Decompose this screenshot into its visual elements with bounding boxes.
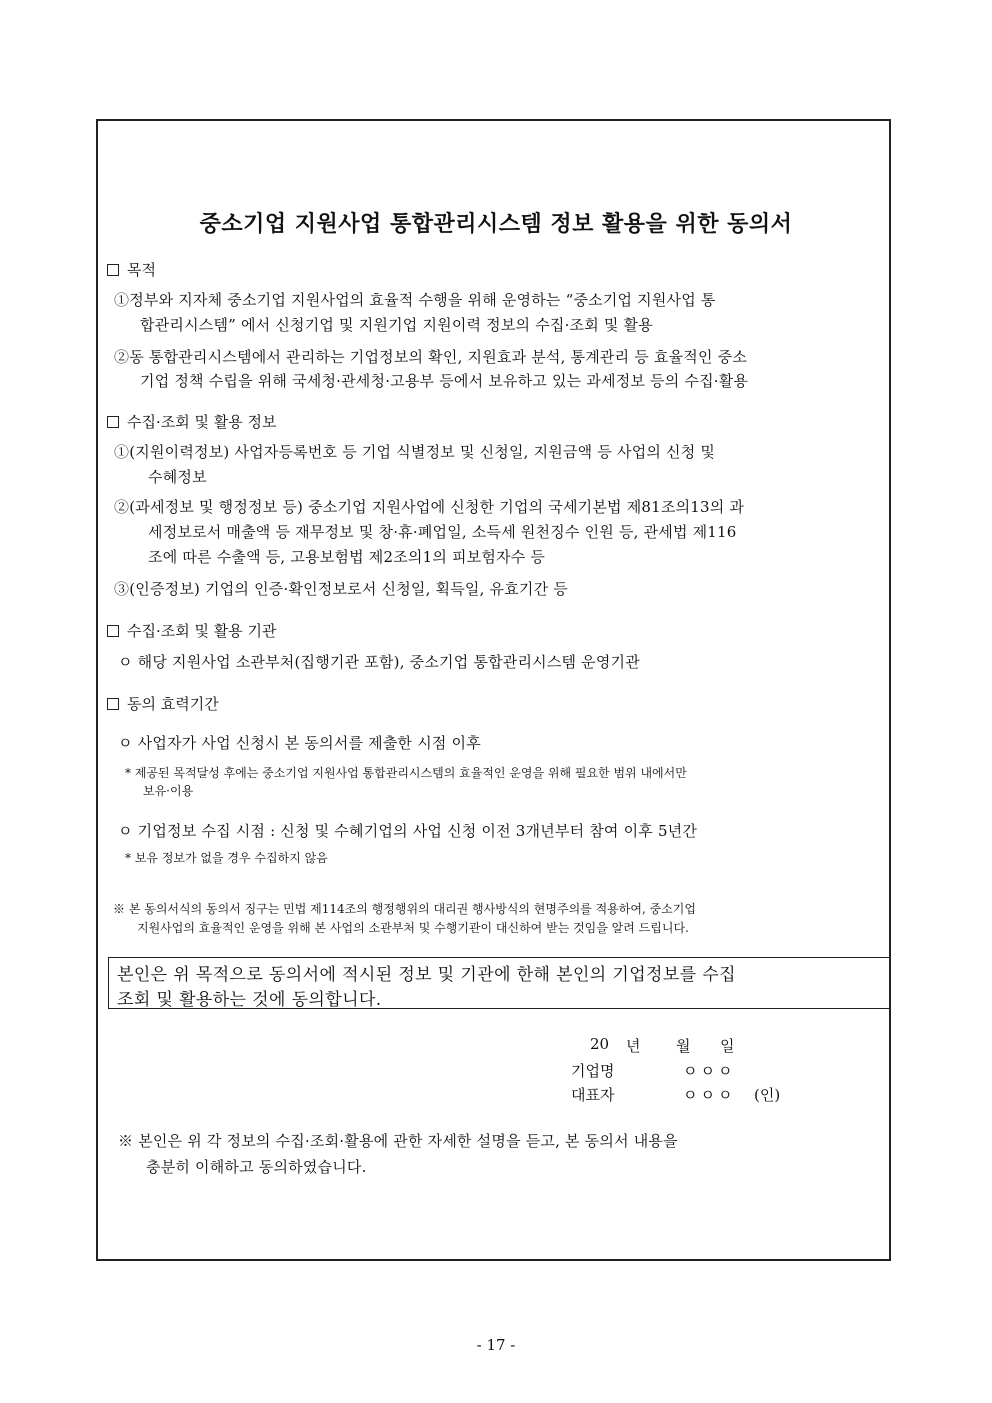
info-item-2-line-3: 조에 따른 수출액 등, 고용보험법 제2조의1의 피보험자수 등 xyxy=(148,548,546,566)
purpose-item-1-line-2: 합관리시스템” 에서 신청기업 및 지원기업 지원이력 정보의 수집·조회 및 활용 xyxy=(140,316,653,334)
section-heading-period xyxy=(107,693,219,714)
final-note-line-1: ※ 본인은 위 각 정보의 수집·조회·활용에 관한 자세한 설명을 듣고, 본 동의서 내용을 xyxy=(118,1132,678,1150)
section-heading-info xyxy=(107,411,276,432)
period-item-2: ㅇ 기업정보 수집 시점 : 신청 및 수혜기업의 사업 신청 이전 3개년부터 참여 이후 5년간 xyxy=(118,822,698,840)
representative-value: ㅇㅇㅇ xyxy=(683,1086,736,1104)
section-heading-label: 동의 효력기간 xyxy=(127,695,219,713)
info-item-1-line-2: 수혜정보 xyxy=(148,468,207,486)
period-item-1: ㅇ 사업자가 사업 신청시 본 동의서를 제출한 시점 이후 xyxy=(118,734,481,752)
checkbox-icon xyxy=(107,698,119,710)
purpose-item-1-line-1: ①정부와 지자체 중소기업 지원사업의 효율적 수행을 위해 운영하는 “중소기업 지원사업 통 xyxy=(114,291,716,309)
date-month-unit: 월 xyxy=(676,1037,691,1055)
section-heading-label: 수집·조회 및 활용 정보 xyxy=(127,413,277,431)
checkbox-icon xyxy=(107,416,119,428)
date-year: 20 xyxy=(590,1035,610,1053)
notice-line-2: 지원사업의 효율적인 운영을 위해 본 사업의 소관부처 및 수행기관이 대신하여 받는 것임을 알려 드립니다. xyxy=(137,921,689,935)
checkbox-icon xyxy=(107,625,119,637)
consent-box xyxy=(108,957,891,1009)
org-item: ㅇ 해당 지원사업 소관부처(집행기관 포함), 중소기업 통합관리시스템 운영기관 xyxy=(118,653,640,671)
period-note-1-line-2: 보유·이용 xyxy=(143,784,194,798)
seal-mark: (인) xyxy=(754,1086,781,1104)
date-day-unit: 일 xyxy=(720,1037,735,1055)
document-title: 중소기업 지원사업 통합관리시스템 정보 활용을 위한 동의서 xyxy=(199,212,793,237)
info-item-2-line-2: 세정보로서 매출액 등 재무정보 및 창·휴·폐업일, 소득세 원천징수 인원 등, 관세법 제116 xyxy=(148,523,737,541)
date-year-unit: 년 xyxy=(626,1037,641,1055)
info-item-3-line-1: ③(인증정보) 기업의 인증·확인정보로서 신청일, 획득일, 유효기간 등 xyxy=(114,580,568,598)
checkbox-icon xyxy=(107,264,119,276)
section-heading-purpose xyxy=(107,259,156,280)
section-heading-label: 수집·조회 및 활용 기관 xyxy=(127,622,277,640)
page-number: - 17 - xyxy=(476,1336,516,1354)
consent-line-2: 조회 및 활용하는 것에 동의합니다. xyxy=(117,990,382,1009)
consent-line-1: 본인은 위 목적으로 동의서에 적시된 정보 및 기관에 한해 본인의 기업정보를 수집 xyxy=(117,965,736,985)
purpose-item-2-line-1: ②동 통합관리시스템에서 관리하는 기업정보의 확인, 지원효과 분석, 통계관리 등 효율적인 중소 xyxy=(114,348,748,366)
period-note-1-line-1: * 제공된 목적달성 후에는 중소기업 지원사업 통합관리시스템의 효율적인 운영을 위해 필요한 범위 내에서만 xyxy=(125,766,687,780)
period-note-2: * 보유 정보가 없을 경우 수집하지 않음 xyxy=(125,851,328,865)
purpose-item-2-line-2: 기업 정책 수립을 위해 국세청·관세청·고용부 등에서 보유하고 있는 과세정보 등의 수집·활용 xyxy=(140,372,749,390)
notice-line-1: ※ 본 동의서식의 동의서 징구는 민법 제114조의 행정행위의 대리권 행사방식의 현명주의를 적용하여, 중소기업 xyxy=(113,902,696,916)
info-item-1-line-1: ①(지원이력정보) 사업자등록번호 등 기업 식별정보 및 신청일, 지원금액 등 사업의 신청 및 xyxy=(114,443,716,461)
representative-label: 대표자 xyxy=(571,1086,615,1104)
final-note-line-2: 충분히 이해하고 동의하였습니다. xyxy=(146,1158,367,1176)
company-label: 기업명 xyxy=(571,1062,615,1080)
info-item-2-line-1: ②(과세정보 및 행정정보 등) 중소기업 지원사업에 신청한 기업의 국세기본법 제81조의13의 과 xyxy=(114,498,745,516)
section-heading-org xyxy=(107,620,276,641)
company-value: ㅇㅇㅇ xyxy=(683,1062,736,1080)
section-heading-label: 목적 xyxy=(127,261,156,279)
